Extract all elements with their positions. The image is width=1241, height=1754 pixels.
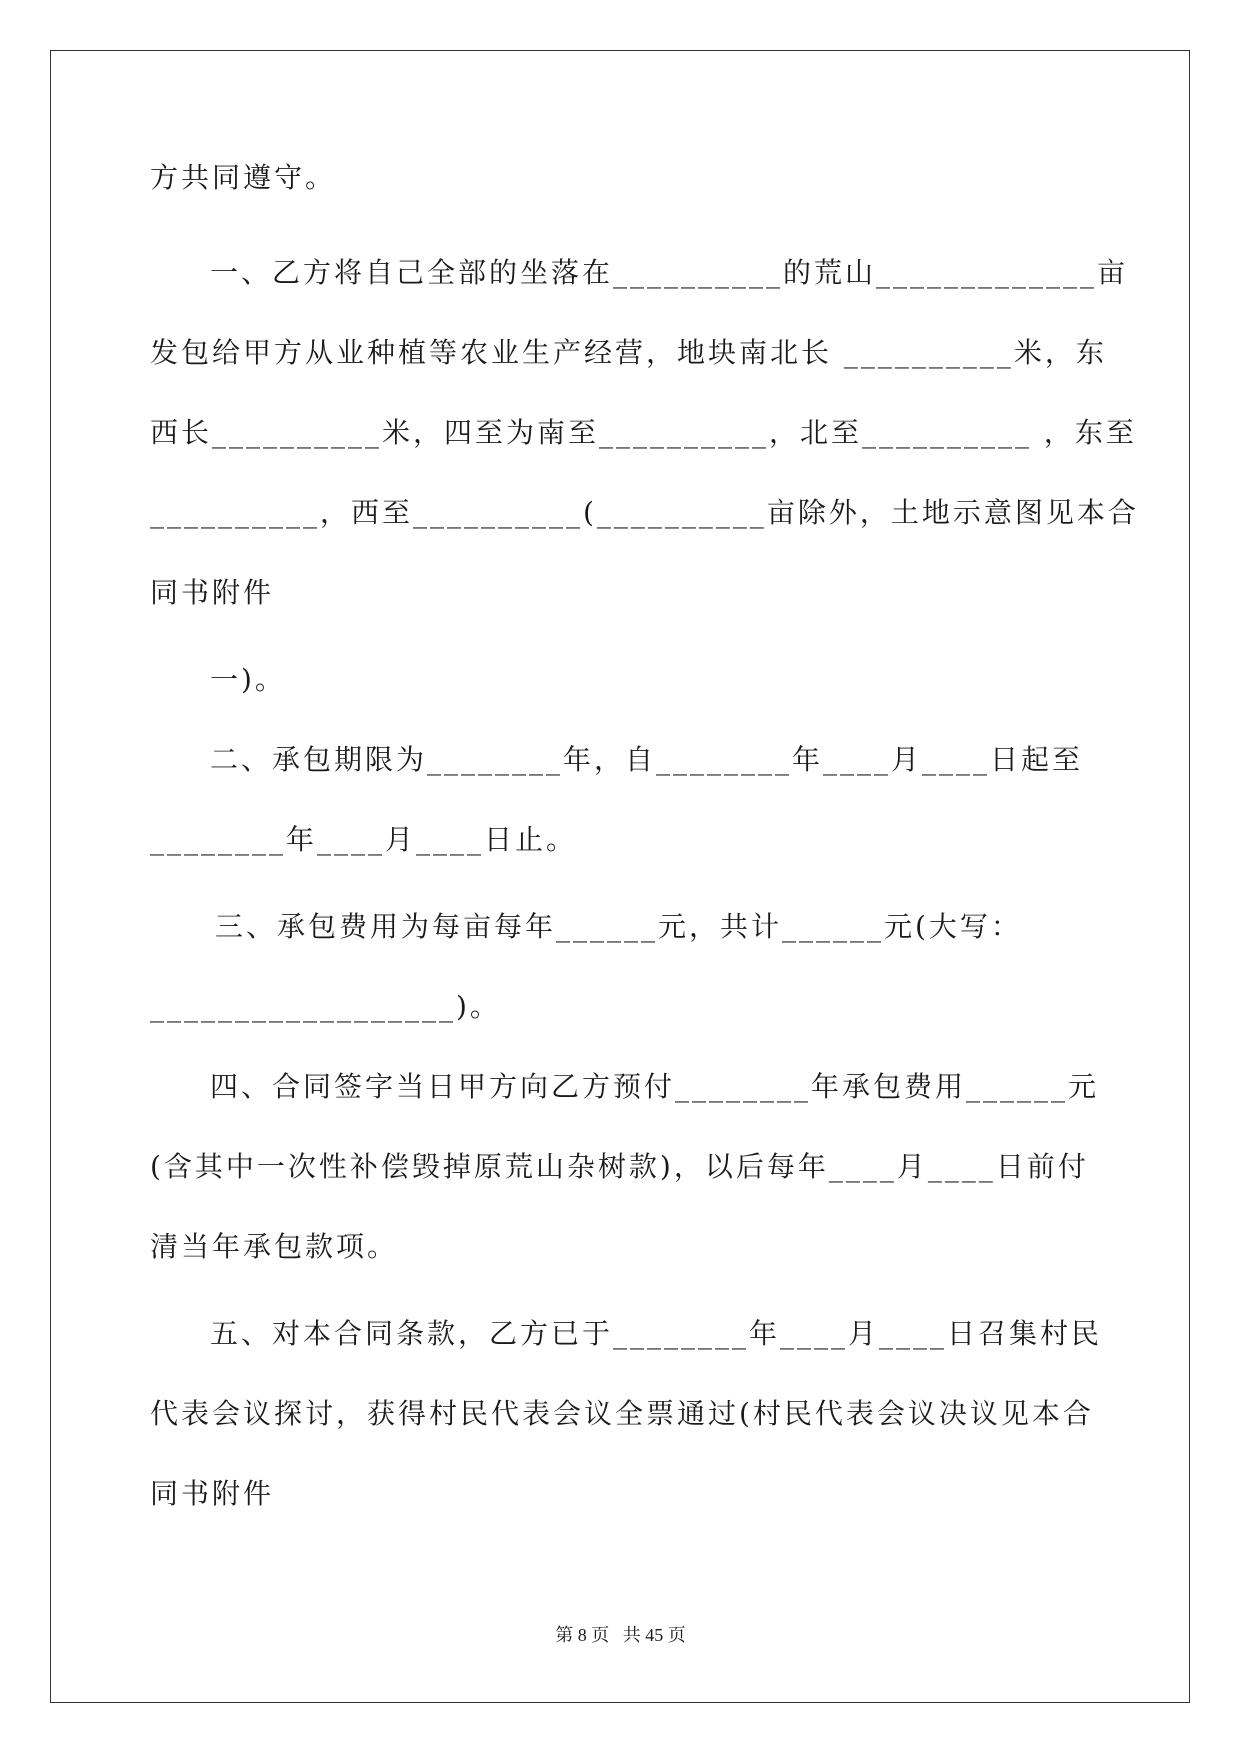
text-line-17: 同书附件 — [150, 1477, 275, 1510]
text-line-12: 四、合同签字当日甲方向乙方预付________年承包费用______元 — [210, 1070, 1100, 1103]
text-line-11: __________________)。 — [150, 990, 501, 1023]
text-line-2: 一、乙方将自己全部的坐落在__________的荒山_____________亩 — [210, 256, 1129, 289]
text-line-13: (含其中一次性补偿毁掉原荒山杂树款)，以后每年____月____日前付 — [150, 1150, 1089, 1183]
text-line-7: 一)。 — [210, 663, 286, 696]
text-line-8: 二、承包期限为________年，自________年____月____日起至 — [210, 743, 1084, 776]
page-border — [50, 50, 1190, 1703]
text-line-9: ________年____月____日止。 — [150, 823, 578, 856]
page-number-footer: 第 8 页 共 45 页 — [555, 1625, 686, 1645]
text-line-10: 三、承包费用为每亩每年______元，共计______元(大写： — [215, 910, 1022, 943]
text-line-1: 方共同遵守。 — [150, 161, 337, 194]
text-line-6: 同书附件 — [150, 576, 275, 609]
text-line-3: 发包给甲方从业种植等农业生产经营，地块南北长 __________米，东 — [150, 336, 1107, 369]
text-line-5: __________，西至__________(__________亩除外，土地示意图见本合 — [150, 496, 1139, 529]
text-line-4: 西长__________米，四至为南至__________，北至__________ ，东至 — [150, 416, 1137, 449]
text-line-15: 五、对本合同条款，乙方已于________年____月____日召集村民 — [210, 1317, 1103, 1350]
text-line-14: 清当年承包款项。 — [150, 1230, 399, 1263]
text-line-16: 代表会议探讨，获得村民代表会议全票通过(村民代表会议决议见本合 — [150, 1397, 1094, 1430]
